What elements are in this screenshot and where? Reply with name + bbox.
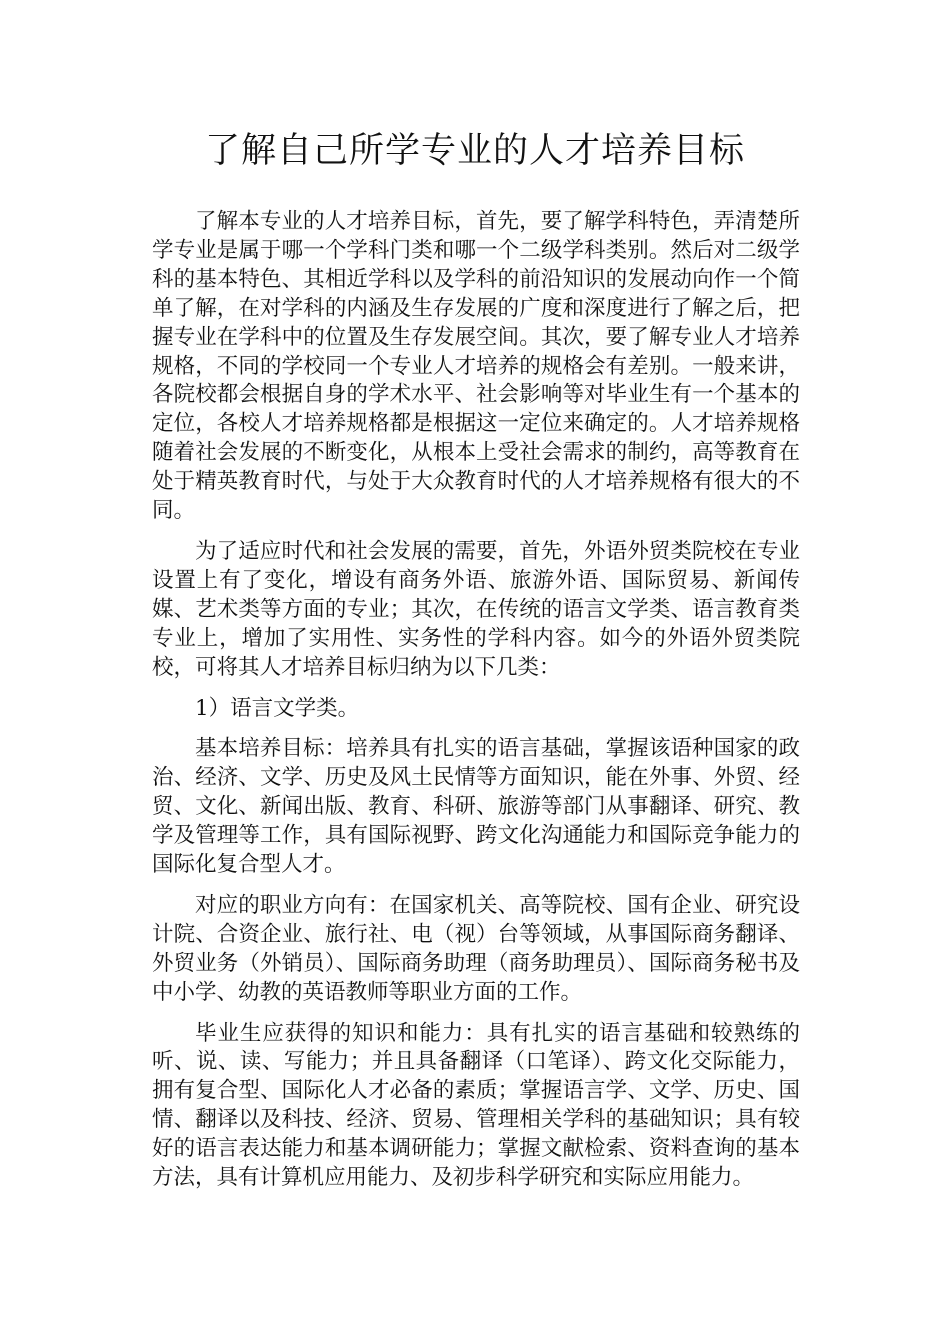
paragraph-adaptation: 为了适应时代和社会发展的需要，首先，外语外贸类院校在专业设置上有了变化，增设有商务外语、旅游外语、国际贸易、新闻传媒、艺术类等方面的专业；其次，在传统的语言文学类、语言教育类专业上，增加了实用性、实务性的学科内容。如今的外语外贸类院校，可将其人才培养目标归纳为以下几类： [152,538,800,680]
paragraph-knowledge-abilities: 毕业生应获得的知识和能力：具有扎实的语言基础和较熟练的听、说、读、写能力；并且具备翻译（口笔译）、跨文化交际能力，拥有复合型、国际化人才必备的素质；掌握语言学、文学、历史、国情、翻译以及科技、经济、贸易、管理相关学科的基础知识；具有较好的语言表达能力和基本调研能力；掌握文献检索、资料查询的基本方法，具有计算机应用能力、及初步科学研究和实际应用能力。 [152,1020,800,1191]
paragraph-basic-goal: 基本培养目标：培养具有扎实的语言基础，掌握该语种国家的政治、经济、文学、历史及风土民情等方面知识，能在外事、外贸、经贸、文化、新闻出版、教育、科研、旅游等部门从事翻译、研究、教学及管理等工作，具有国际视野、跨文化沟通能力和国际竞争能力的国际化复合型人才。 [152,736,800,878]
page-title: 了解自己所学专业的人才培养目标 [204,131,745,171]
document-body [152,208,800,1205]
paragraph-career-direction: 对应的职业方向有：在国家机关、高等院校、国有企业、研究设计院、合资企业、旅行社、电（视）台等领域，从事国际商务翻译、外贸业务（外销员）、国际商务助理（商务助理员）、国际商务秘书及中小学、幼教的英语教师等职业方面的工作。 [152,892,800,1005]
section-heading-language-literature: 1）语言文学类。 [195,695,360,721]
paragraph-intro: 了解本专业的人才培养目标，首先，要了解学科特色，弄清楚所学专业是属于哪一个学科门类和哪一个二级学科类别。然后对二级学科的基本特色、其相近学科以及学科的前沿知识的发展动向作一个简单了解，在对学科的内涵及生存发展的广度和深度进行了解之后，把握专业在学科中的位置及生存发展空间。其次，要了解专业人才培养规格，不同的学校同一个专业人才培养的规格会有差别。一般来讲，各院校都会根据自身的学术水平、社会影响等对毕业生有一个基本的定位，各校人才培养规格都是根据这一定位来确定的。人才培养规格随着社会发展的不断变化，从根本上受社会需求的制约，高等教育在处于精英教育时代，与处于大众教育时代的人才培养规格有很大的不同。 [152,209,800,524]
